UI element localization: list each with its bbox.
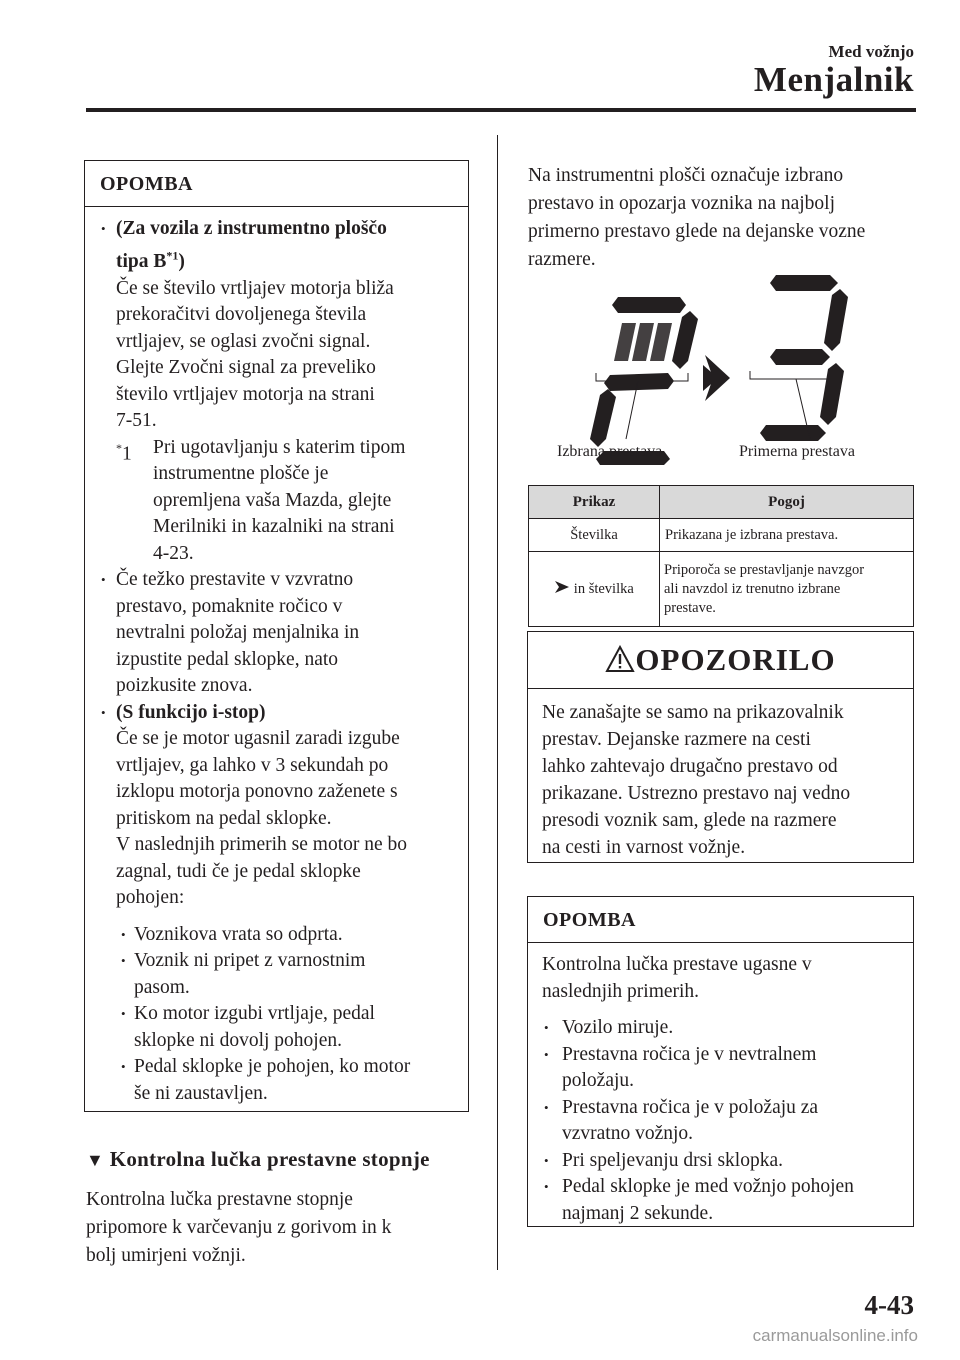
shift-arrow-icon [703, 355, 730, 401]
table-cell-condition: Priporoča se prestavljanje navzgor ali navzdol iz trenutno izbrane prestave. [660, 552, 914, 627]
digit-three-icon [760, 275, 848, 441]
note-item: • (S funkcijo i-stop) Če se je motor ugasnil zaradi izgube vrtljajev, ga lahko v 3 sekundah po izklopu motorja ponovno zaženete s pritiskom na pedal sklopke. V naslednjih primerih se motor ne bo zagnal, tudi če je pedal sklopke pohojen: [85, 700, 462, 912]
figure-label-selected: Izbrana prestava [557, 443, 663, 460]
footnote: *1 Pri ugotavljanju s katerim tipom instrumentne plošče je opremljena vaša Mazda, glejte Merilniki in kazalniki na strani 4-23. [116, 436, 406, 564]
section-heading-text: Kontrolna lučka prestavne stopnje [109, 1147, 430, 1171]
note-box-left [84, 160, 469, 1112]
intro-paragraph: Na instrumentni plošči označuje izbrano prestavo in opozarja voznika na najbolj primerno prestavo glede na dejanske vozne razmere. [528, 165, 866, 270]
header-rule [86, 108, 916, 112]
note-item: • Prestavna ročica je v nevtralnem položaju. [528, 1042, 913, 1095]
section-label: Med vožnjo [828, 42, 914, 61]
warning-triangle-icon [605, 645, 635, 673]
table-cell-display: Številka [529, 519, 660, 552]
section-heading [86, 1147, 430, 1172]
table-row [529, 552, 914, 627]
warning-box [527, 631, 914, 863]
warning-title: OPOZORILO [528, 632, 913, 689]
note-item [85, 216, 462, 435]
shift-arrow-icon [554, 579, 570, 595]
note-intro: Kontrolna lučka prestave ugasne v naslednjih primerih. [542, 954, 812, 1002]
table-cell-display: in številka [529, 552, 660, 627]
sub-item: • Ko motor izgubi vrtljaje, pedal sklopke ni dovolj pohojen. [85, 1001, 462, 1054]
table-row [529, 519, 914, 552]
section-paragraph: Kontrolna lučka prestavne stopnje pripomore k varčevanju z gorivom in k bolj umirjeni vožnji. [86, 1189, 392, 1266]
note-item: • Pedal sklopke je med vožnjo pohojen najmanj 2 sekunde. [528, 1174, 913, 1227]
sub-item: • Pedal sklopke je pohojen, ko motor še ni zaustavljen. [85, 1054, 462, 1107]
note-item-heading: (Za vozila z instrumentno ploščo [116, 218, 387, 239]
note-item-text: Če se število vrtljajev motorja bliža prekoračitvi dovoljenega števila vrtljajev, se oglasi zvočni signal. Glejte Zvočni signal za preveliko število vrtljajev motorja na strani 7-51. [116, 277, 394, 431]
page-title: Menjalnik [753, 60, 914, 99]
note-body [85, 207, 468, 1107]
footnote-mark: *1 [116, 440, 132, 464]
table-header-row [529, 486, 914, 519]
note-body [528, 943, 913, 1227]
sub-item: • Voznikova vrata so odprta. [85, 922, 462, 949]
column-divider [497, 135, 498, 1270]
note-item-heading: (S funkcijo i-stop) [116, 701, 266, 723]
table-cell-condition: Prikazana je izbrana prestava. [660, 519, 914, 552]
note-item: • Če težko prestavite v vzvratno prestavo, pomaknite ročico v nevtralni položaj menjalnika in izpustite pedal sklopke, nato poizkusite znova. [85, 567, 462, 700]
note-title: OPOMBA [85, 161, 468, 207]
note-item: • Vozilo miruje. [528, 1015, 913, 1042]
watermark: carmanualsonline.info [752, 1326, 918, 1345]
note-box-right [527, 896, 914, 1227]
table-header-cell: Pogoj [660, 486, 914, 519]
note-item-heading-cont: tipa $B^{*1}$) [116, 248, 185, 272]
table-header-cell: Prikaz [529, 486, 660, 519]
warning-text: Ne zanašajte se samo na prikazovalnik prestav. Dejanske razmere na cesti lahko zahtevajo drugačno prestavo od prikazane. Ustrezno prestavo naj vedno presodi voznik sam, glede na razmere na cesti in varnost vožnje. [542, 702, 851, 858]
note-title: OPOMBA [528, 897, 913, 943]
indicator-table [528, 485, 914, 627]
triangle-down-icon: ▼ [86, 1150, 105, 1170]
note-item: • Prestavna ročica je v položaju za vzvratno vožnjo. [528, 1095, 913, 1148]
sub-item: • Voznik ni pripet z varnostnim pasom. [85, 948, 462, 1001]
gear-indicator-illustration [540, 265, 910, 465]
page-number: 4-43 [864, 1290, 914, 1320]
note-item: • Pri speljevanju drsi sklopka. [528, 1148, 913, 1175]
figure-label-suggested: Primerna prestava [739, 443, 855, 460]
gear-indicator-figure [540, 265, 910, 465]
